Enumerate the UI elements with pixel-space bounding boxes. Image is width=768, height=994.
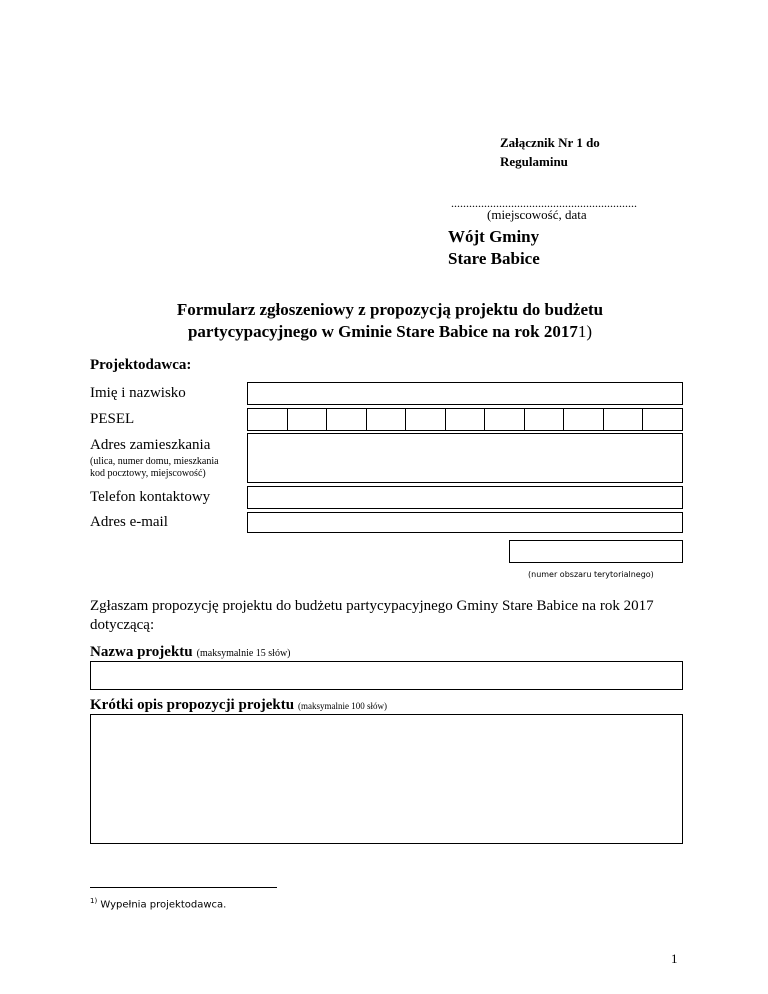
- pesel-digit-cell[interactable]: [604, 409, 644, 430]
- footnote: [90, 897, 226, 910]
- attachment-line1: Załącznik Nr 1 do: [500, 135, 600, 150]
- place-date-label: (miejscowość, data: [487, 207, 587, 222]
- attachment-note: [500, 133, 600, 171]
- footnote-separator: [90, 887, 277, 888]
- addressee-line2: Stare Babice: [448, 249, 540, 268]
- area-number-label: (numer obszaru terytorialnego): [528, 570, 654, 579]
- project-name-field[interactable]: [90, 661, 683, 690]
- pesel-digit-cell[interactable]: [288, 409, 328, 430]
- address-hint: [90, 456, 219, 480]
- footnote-text: Wypełnia projektodawca.: [100, 899, 227, 911]
- pesel-digit-cell[interactable]: [406, 409, 446, 430]
- address-label: Adres zamieszkania: [90, 437, 211, 453]
- phone-field[interactable]: [247, 486, 683, 509]
- name-label: Imię i nazwisko: [90, 385, 186, 401]
- pesel-digit-cell[interactable]: [248, 409, 288, 430]
- area-number-field[interactable]: [509, 540, 683, 563]
- pesel-digit-cell[interactable]: [446, 409, 486, 430]
- project-name-hint: (maksymalnie 15 słów): [196, 648, 291, 659]
- address-hint-line1: (ulica, numer domu, mieszkania: [90, 456, 219, 467]
- pesel-digit-cell[interactable]: [485, 409, 525, 430]
- project-name-label: Nazwa projektu: [90, 644, 193, 660]
- email-field[interactable]: [247, 512, 683, 533]
- description-field[interactable]: [90, 714, 683, 844]
- address-hint-line2: kod pocztowy, miejscowość): [90, 468, 206, 479]
- addressee-line1: Wójt Gminy: [448, 227, 540, 246]
- name-field[interactable]: [247, 382, 683, 405]
- form-title-line2: partycypacyjnego w Gminie Stare Babice na rok 2017: [187, 322, 578, 341]
- page-number: 1: [671, 951, 678, 966]
- footnote-marker: 1): [90, 897, 98, 905]
- pesel-digit-cell[interactable]: [525, 409, 565, 430]
- pesel-digit-cell[interactable]: [367, 409, 407, 430]
- phone-label: Telefon kontaktowy: [90, 489, 211, 505]
- attachment-line2: Regulaminu: [500, 154, 568, 169]
- description-hint: (maksymalnie 100 słów): [298, 701, 388, 711]
- pesel-label: PESEL: [90, 411, 135, 427]
- description-label: Krótki opis propozycji projektu: [90, 697, 295, 713]
- project-name-heading: [90, 643, 291, 661]
- email-label: Adres e-mail: [90, 514, 168, 530]
- applicant-heading: Projektodawca:: [90, 357, 192, 373]
- description-heading: [90, 696, 387, 714]
- form-title: [90, 299, 690, 343]
- address-field[interactable]: [247, 433, 683, 483]
- declaration-text: Zgłaszam propozycję projektu do budżetu partycypacyjnego Gminy Stare Babice na rok 2017 dotyczącą:: [90, 598, 654, 633]
- title-footnote-ref: 1): [577, 322, 593, 341]
- pesel-digit-cell[interactable]: [327, 409, 367, 430]
- place-date-dotted-line: ..............................................................: [451, 196, 637, 210]
- pesel-digit-cell[interactable]: [643, 409, 682, 430]
- pesel-digit-cell[interactable]: [564, 409, 604, 430]
- pesel-field[interactable]: [247, 408, 683, 431]
- addressee: [448, 226, 540, 270]
- form-title-line1: Formularz zgłoszeniowy z propozycją projektu do budżetu: [176, 300, 604, 319]
